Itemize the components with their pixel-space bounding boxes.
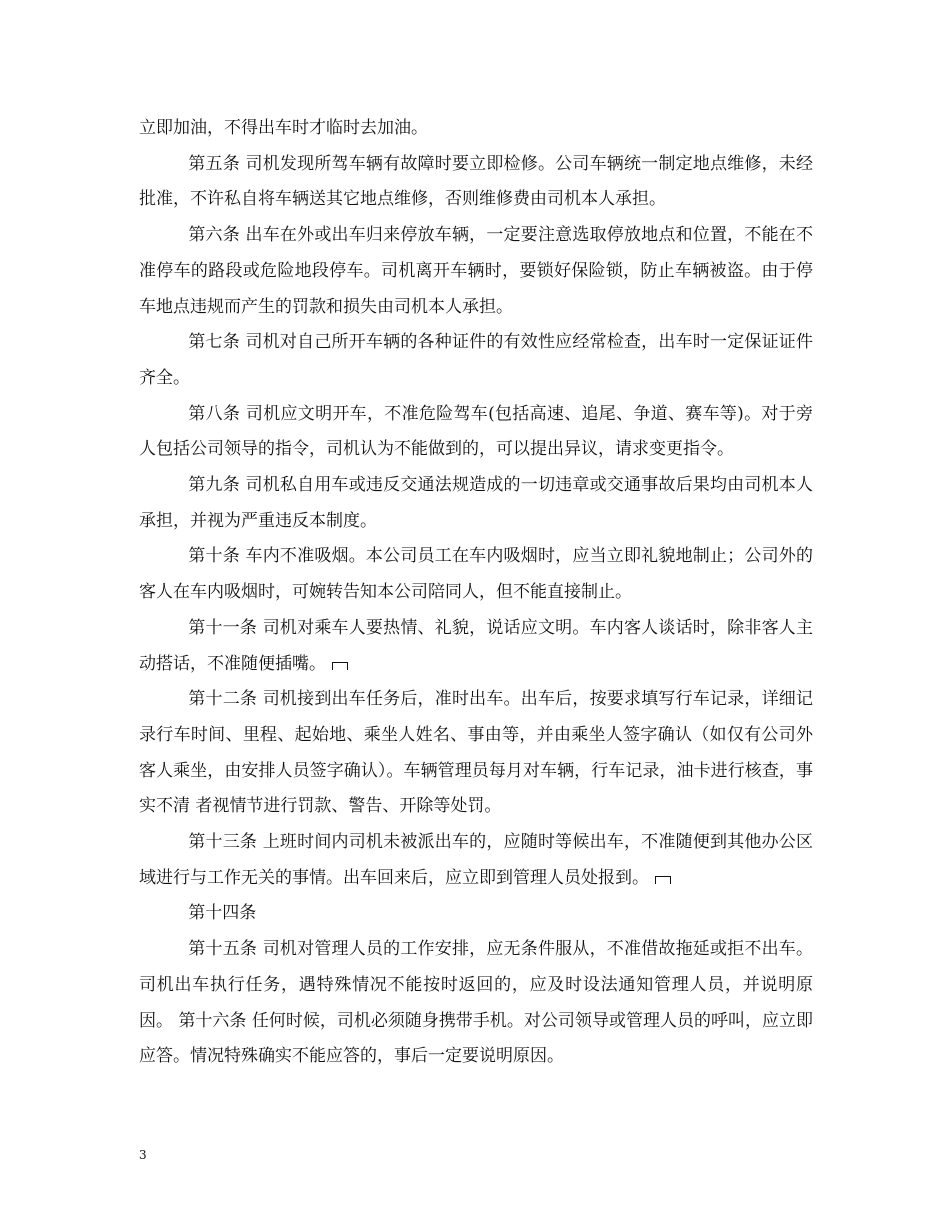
paragraph-text: 第七条 司机对自己所开车辆的各种证件的有效性应经常检查，出车时一定保证证件齐全。	[139, 332, 813, 388]
paragraph	[139, 325, 813, 396]
bracket-mark-icon	[655, 876, 671, 884]
paragraph-text: 第九条 司机私自用车或违反交通法规造成的一切违章或交通事故后果均由司机本人承担，并视为严重违反本制度。	[139, 475, 813, 531]
paragraph-text: 第五条 司机发现所驾车辆有故障时要立即检修。公司车辆统一制定地点维修，未经批准，不许私自将车辆送其它地点维修，否则维修费由司机本人承担。	[139, 153, 813, 210]
paragraph-text: 第十三条 上班时间内司机未被派出车的，应随时等候出车，不准随便到其他办公区域进行与工作无关的事情。出车回来后，应立即到管理人员处报到。	[139, 832, 813, 888]
page-number: 3	[139, 1148, 147, 1162]
document-body	[139, 111, 813, 1075]
paragraph	[139, 682, 813, 825]
paragraph	[139, 397, 813, 468]
paragraph-text: 第六条 出车在外或出车归来停放车辆，一定要注意选取停放地点和位置，不能在不准停车的路段或危险地段停车。司机离开车辆时，要锁好保险锁，防止车辆被盗。由于停车地点违规而产生的罚款和损失由司机本人承担。	[139, 225, 813, 317]
paragraph	[139, 896, 813, 932]
paragraph	[139, 111, 813, 147]
paragraph-text: 第十一条 司机对乘车人要热情、礼貌，说话应文明。车内客人谈话时，除非客人主动搭话，不准随便插嘴。	[139, 617, 813, 674]
paragraph-text: 第十二条 司机接到出车任务后，准时出车。出车后，按要求填写行车记录，详细记录行车时间、里程、起始地、乘坐人姓名、事由等，并由乘坐人签字确认（如仅有公司外客人乘坐，由安排人员签字确认）。车辆管理员每月对车辆，行车记录，油卡进行核查，事实不清 者视情节进行罚款、警告、开除等处罚。	[139, 689, 813, 817]
paragraph	[139, 611, 813, 682]
paragraph-text: 第八条 司机应文明开车，不准危险驾车(包括高速、追尾、争道、赛车等)。对于旁人包括公司领导的指令，司机认为不能做到的，可以提出异议，请求变更指令。	[139, 403, 813, 460]
paragraph	[139, 218, 813, 325]
paragraph-text: 立即加油，不得出车时才临时去加油。	[139, 118, 428, 138]
paragraph	[139, 539, 813, 610]
paragraph	[139, 932, 813, 1075]
paragraph-text: 第十五条 司机对管理人员的工作安排，应无条件服从，不准借故拖延或拒不出车。 司机出车执行任务，遇特殊情况不能按时返回的，应及时设法通知管理人员，并说明原因。 第十六条 任何时候，司机必须随身携带手机。对公司领导或管理人员的呼叫，应立即应答。情况特殊确实不能应答的，事后一定要说明原因。	[139, 939, 813, 1067]
paragraph	[139, 825, 813, 896]
paragraph	[139, 468, 813, 539]
bracket-mark-icon	[332, 662, 348, 670]
paragraph-text: 第十四条	[188, 903, 257, 924]
paragraph	[139, 147, 813, 218]
paragraph-text: 第十条 车内不准吸烟。本公司员工在车内吸烟时，应当立即礼貌地制止；公司外的客人在车内吸烟时，可婉转告知本公司陪同人，但不能直接制止。	[139, 546, 813, 603]
